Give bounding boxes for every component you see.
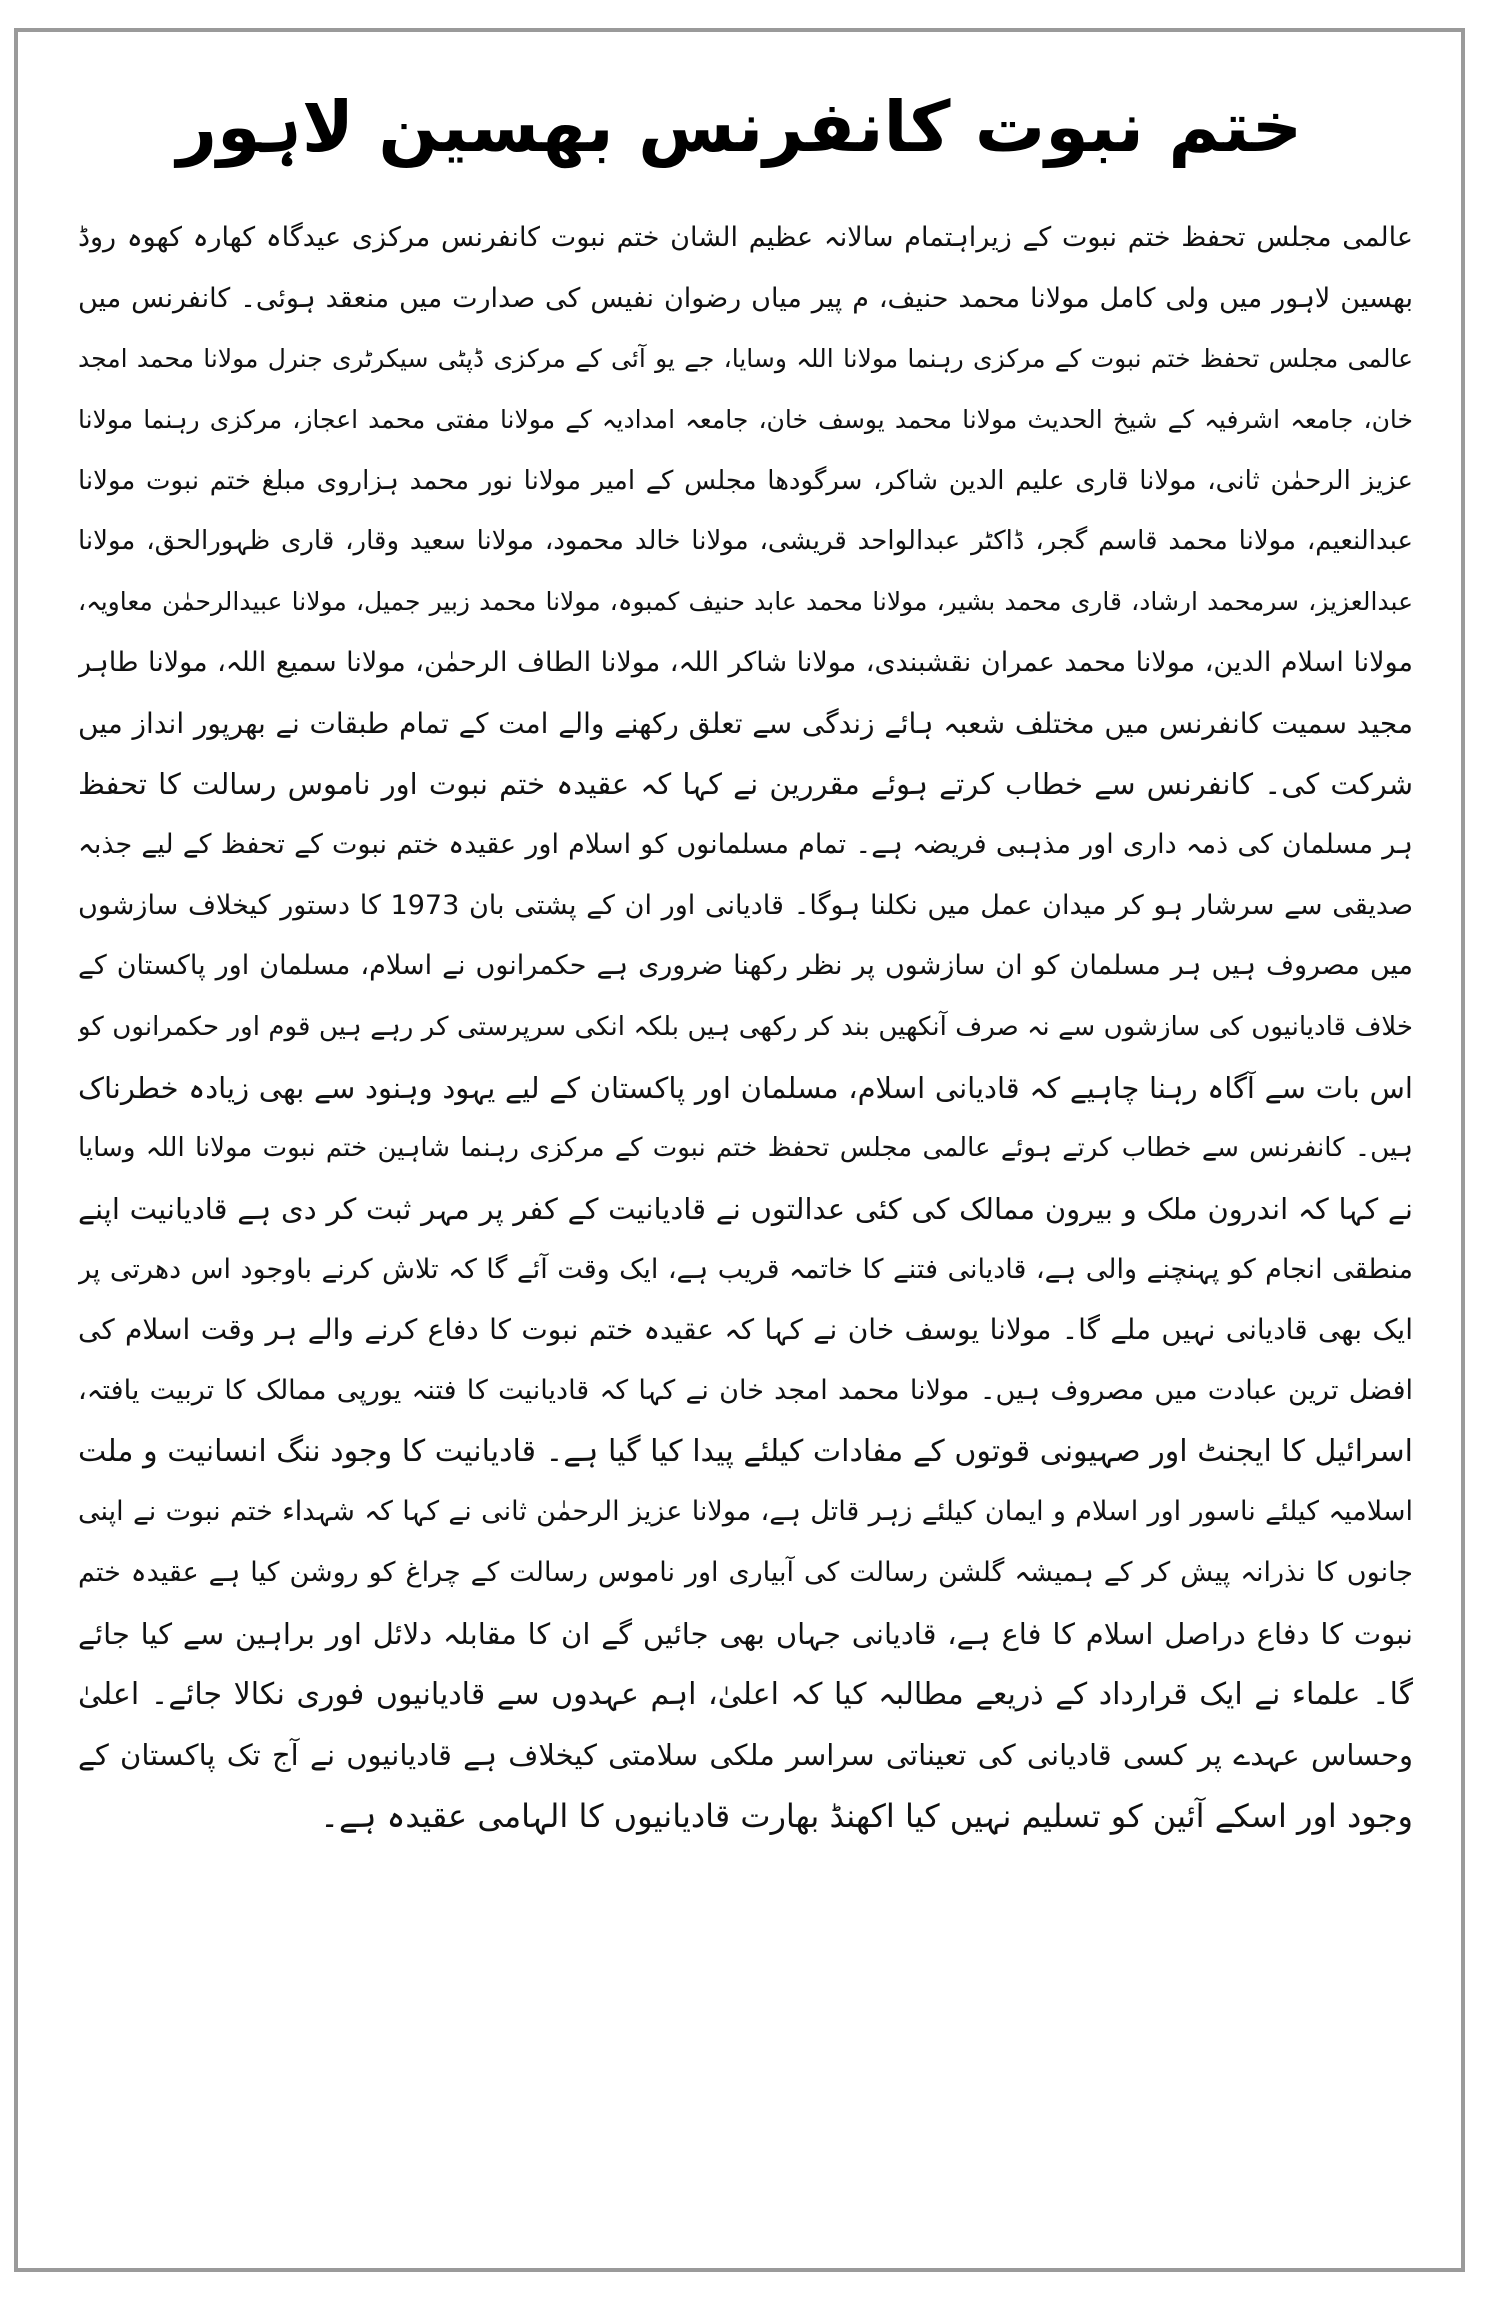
article-line: گا۔ علماء نے ایک قرارداد کے ذریعے مطالبہ کیا کہ اعلیٰ، اہم عہدوں سے قادیانیوں فوری نکالا جائے۔ اعلیٰ [78,1676,1413,1712]
article-line: شرکت کی۔ کانفرنس سے خطاب کرتے ہوئے مقررین نے کہا کہ عقیدہ ختم نبوت اور ناموس رسالت کا تحفظ [78,767,1413,802]
article-line: اسرائیل کا ایجنٹ اور صہیونی قوتوں کے مفادات کیلئے پیدا کیا گیا ہے۔ قادیانیت کا وجود ننگ انسانیت و ملت [78,1433,1413,1469]
article-line: میں مصروف ہیں ہر مسلمان کو ان سازشوں پر نظر رکھنا ضروری ہے حکمرانوں نے اسلام، مسلمان اور پاکستان کے [78,950,1413,982]
article-line: منطقی انجام کو پہنچنے والی ہے، قادیانی فتنے کا خاتمہ قریب ہے، ایک وقت آئے گا کہ تلاش کرنے باوجود اس دھرتی پر [78,1253,1413,1285]
article-line: افضل ترین عبادت میں مصروف ہیں۔ مولانا محمد امجد خان نے کہا کہ قادیانیت کا فتنہ یورپی ممالک کا تربیت یافتہ، [78,1375,1413,1407]
article-line: عبدالعزیز، سرمحمد ارشاد، قاری محمد بشیر، مولانا محمد عابد حنیف کمبوہ، مولانا محمد زبیر جمیل، مولانا عبیدالرحمٰن معاویہ، [78,587,1413,617]
article-line: ایک بھی قادیانی نہیں ملے گا۔ مولانا یوسف خان نے کہا کہ عقیدہ ختم نبوت کا دفاع کرنے والے ہر وقت اسلام کی [78,1313,1413,1347]
article-line: خان، جامعہ اشرفیہ کے شیخ الحدیث مولانا محمد یوسف خان، جامعہ امدادیہ کے مولانا مفتی محمد اعجاز، مرکزی رہنما مولانا [78,405,1413,435]
article-line: عبدالنعیم، مولانا محمد قاسم گجر، ڈاکٹر عبدالواحد قریشی، مولانا خالد محمود، مولانا سعید وقار، قاری ظہورالحق، مولانا [78,526,1413,557]
article-line: نبوت کا دفاع دراصل اسلام کا فاع ہے، قادیانی جہاں بھی جائیں گے ان کا مقابلہ دلائل اور براہین سے کیا جائے [78,1616,1413,1651]
article-line: وحساس عہدے پر کسی قادیانی کی تعیناتی سراسر ملکی سلامتی کیخلاف ہے قادیانیوں نے آج تک پاکستان کے [78,1738,1413,1773]
article-line: مولانا اسلام الدین، مولانا محمد عمران نقشبندی، مولانا شاکر اللہ، مولانا الطاف الرحمٰن، مولانا سمیع اللہ، مولانا طاہر [78,646,1413,678]
article-line: جانوں کا نذرانہ پیش کر کے ہمیشہ گلشن رسالت کی آبیاری اور ناموس رسالت کے چراغ کو روشن کیا ہے عقیدہ ختم [78,1557,1413,1589]
article-headline: ختم نبوت کانفرنس بھسین لاہور [176,86,1303,168]
article-line: عالمی مجلس تحفظ ختم نبوت کے مرکزی رہنما مولانا اللہ وسایا، جے یو آئی کے مرکزی ڈپٹی سیکرٹری جنرل مولانا محمد امجد [78,344,1413,374]
article-line: اس بات سے آگاہ رہنا چاہیے کہ قادیانی اسلام، مسلمان اور پاکستان کے لیے یہود وہنود سے بھی زیادہ خطرناک [78,1070,1413,1105]
article-line: بھسین لاہور میں ولی کامل مولانا محمد حنیف، م پیر میاں رضوان نفیس کی صدارت میں منعقد ہوئی۔ کانفرنس میں [78,282,1413,314]
article-line: وجود اور اسکے آئین کو تسلیم نہیں کیا اکھنڈ بھارت قادیانیوں کا الہامی عقیدہ ہے۔ [320,1796,1413,1835]
article-line: صدیقی سے سرشار ہو کر میدان عمل میں نکلنا ہوگا۔ قادیانی اور ان کے پشتی بان 1973 کا دستور کیخلاف سازشوں [78,889,1413,921]
article-line: مجید سمیت کانفرنس میں مختلف شعبہ ہائے زندگی سے تعلق رکھنے والے امت کے تمام طبقات نے بھرپور انداز میں [78,706,1413,740]
article-line: ہر مسلمان کی ذمہ داری اور مذہبی فریضہ ہے۔ تمام مسلمانوں کو اسلام اور عقیدہ ختم نبوت کے تحفظ کے لیے جذبہ [78,828,1413,860]
article-line: عزیز الرحمٰن ثانی، مولانا قاری علیم الدین شاکر، سرگودھا مجلس کے امیر مولانا نور محمد ہزاروی مبلغ ختم نبوت مولانا [78,465,1413,496]
article-frame [14,28,1465,2272]
article-line: عالمی مجلس تحفظ ختم نبوت کے زیراہتمام سالانہ عظیم الشان ختم نبوت کانفرنس مرکزی عیدگاہ کھارہ کھوہ روڈ [78,222,1413,253]
article-line: اسلامیہ کیلئے ناسور اور اسلام و ایمان کیلئے زہر قاتل ہے، مولانا عزیز الرحمٰن ثانی نے کہا کہ شہداء ختم نبوت نے اپنی [78,1496,1413,1528]
article-line: ہیں۔ کانفرنس سے خطاب کرتے ہوئے عالمی مجلس تحفظ ختم نبوت کے مرکزی رہنما شاہین ختم نبوت مولانا اللہ وسایا [78,1133,1413,1164]
article-body [78,208,1413,1847]
article-line: خلاف قادیانیوں کی سازشوں سے نہ صرف آنکھیں بند کر رکھی ہیں بلکہ انکی سرپرستی کر رہے ہیں قوم اور حکمرانوں کو [78,1011,1413,1042]
article-line: نے کہا کہ اندرون ملک و بیرون ممالک کی کئی عدالتوں نے قادیانیت کے کفر پر مہر ثبت کر دی ہے قادیانیت اپنے [78,1192,1413,1226]
